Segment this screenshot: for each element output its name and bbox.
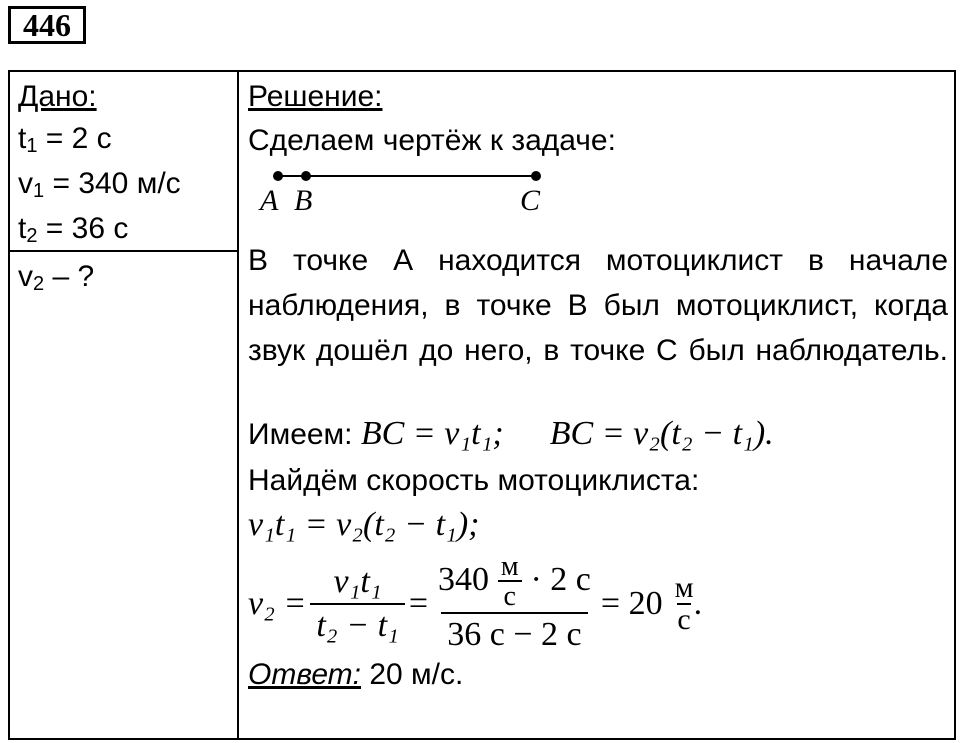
points-diagram xyxy=(248,168,568,224)
given-heading: Дано: xyxy=(18,80,97,113)
find-v2: v2 – ? xyxy=(18,260,95,295)
point-b-dot xyxy=(301,171,311,181)
point-c-dot xyxy=(531,171,541,181)
result-unit: $\frac{м}{с}$ xyxy=(674,571,694,636)
equation-bc-2: BC = v₂(t₂ − t₁). xyxy=(549,415,774,452)
equation-result: v₂ = $\frac{\text{v₁t₁}}{\text{t₂ − t₁}}$ = 340 $\frac{м}{с}$ · 2 с 36 с − 2 с = 20 $\frac{м}{с}$ . xyxy=(248,551,703,653)
have-line: Имеем: BC = v₁t₁; BC = v₂(t₂ − t₁). xyxy=(248,415,774,452)
solution-heading: Решение: xyxy=(248,80,383,113)
answer-line xyxy=(248,660,948,690)
problem-number: 446 xyxy=(8,6,86,44)
equation-bc-1: BC = v₁t₁; xyxy=(360,415,504,452)
equation-equality: v₁t₁ = v₂(t₂ − t₁); xyxy=(248,506,480,543)
fraction-symbolic: $\frac{\text{v₁t₁}}{\text{t₂ − t₁}}$ xyxy=(310,563,404,645)
answer-label: Ответ: xyxy=(248,658,361,691)
point-a-label: A xyxy=(260,184,279,217)
drawing-intro: Сделаем чертёж к задаче: xyxy=(248,124,616,157)
find-speed-text: Найдём скорость мотоциклиста: xyxy=(248,464,700,497)
fraction-numeric: 340 $\frac{м}{с}$ · 2 с 36 с − 2 с xyxy=(438,551,591,653)
answer-value: 20 м/с. xyxy=(361,658,464,691)
given-t2: t2 = 36 с xyxy=(18,212,129,247)
solution-paragraph: В точке А находится мотоциклист в начале наблюдения, в точке В был мотоциклист, когда звук дошёл до него, в точке С был наблюдатель. xyxy=(248,244,948,367)
given-t1: t1 = 2 с xyxy=(18,122,112,157)
given-v1: v1 = 340 м/с xyxy=(18,167,181,202)
point-c-label: C xyxy=(520,184,541,217)
point-a-dot xyxy=(273,171,283,181)
solution-table xyxy=(8,70,956,740)
column-divider xyxy=(237,72,239,738)
point-b-label: B xyxy=(294,184,313,217)
